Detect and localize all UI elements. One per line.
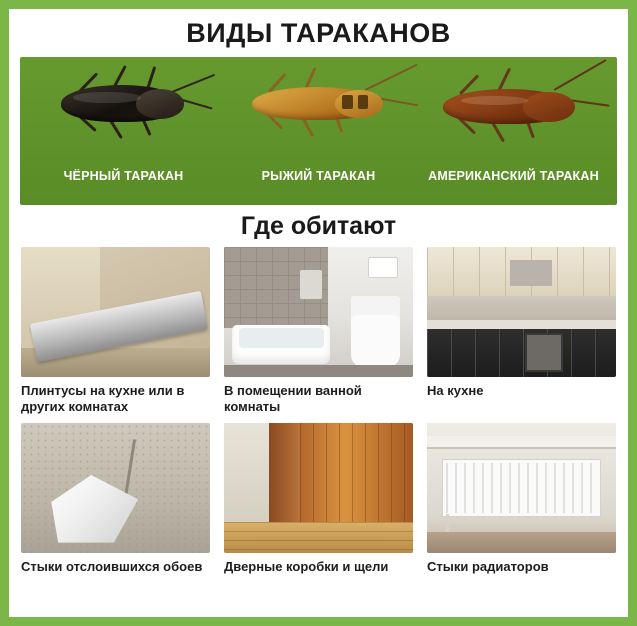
- radiator-photo: [427, 423, 616, 553]
- baseboard-kitchen-photo: [21, 247, 210, 377]
- section-heading-text: Где обитают: [240, 212, 397, 240]
- door-frame-photo: [224, 423, 413, 553]
- cockroach-images-row: [26, 65, 611, 163]
- peeling-wallpaper-photo: [21, 423, 210, 553]
- cockroach-label-black: ЧЁРНЫЙ ТАРАКАН: [63, 169, 184, 183]
- page-title: ВИДЫ ТАРАКАНОВ: [186, 18, 451, 48]
- habitat-caption: На кухне: [427, 383, 484, 398]
- habitat-item-baseboards: [21, 247, 210, 417]
- american-cockroach-image: [416, 65, 611, 163]
- cockroach-label-american: АМЕРИКАНСКИЙ ТАРАКАН: [428, 169, 599, 183]
- cockroach-labels-row: [26, 169, 611, 183]
- cockroach-label-german: РЫЖИЙ ТАРАКАН: [261, 169, 376, 183]
- habitat-caption: В помещении ванной комнаты: [224, 383, 362, 415]
- bathroom-photo: [224, 247, 413, 377]
- black-cockroach-image: [26, 65, 221, 163]
- kitchen-photo: [427, 247, 616, 377]
- habitat-caption: Стыки радиаторов: [427, 559, 549, 574]
- habitat-item-doorframe: [224, 423, 413, 593]
- habitat-caption: Плинтусы на кухне или в других комнатах: [21, 383, 185, 415]
- habitat-item-wallpaper: [21, 423, 210, 593]
- title-bar: [9, 9, 628, 55]
- habitat-caption: Стыки отслоившихся обоев: [21, 559, 203, 574]
- habitat-item-radiator: [427, 423, 616, 593]
- german-cockroach-image: [221, 65, 416, 163]
- habitat-item-kitchen: [427, 247, 616, 417]
- habitat-caption: Дверные коробки и щели: [224, 559, 389, 574]
- section-heading: [9, 205, 628, 247]
- habitat-item-bathroom: [224, 247, 413, 417]
- cockroach-types-panel: [20, 57, 617, 205]
- habitat-grid: [9, 247, 628, 593]
